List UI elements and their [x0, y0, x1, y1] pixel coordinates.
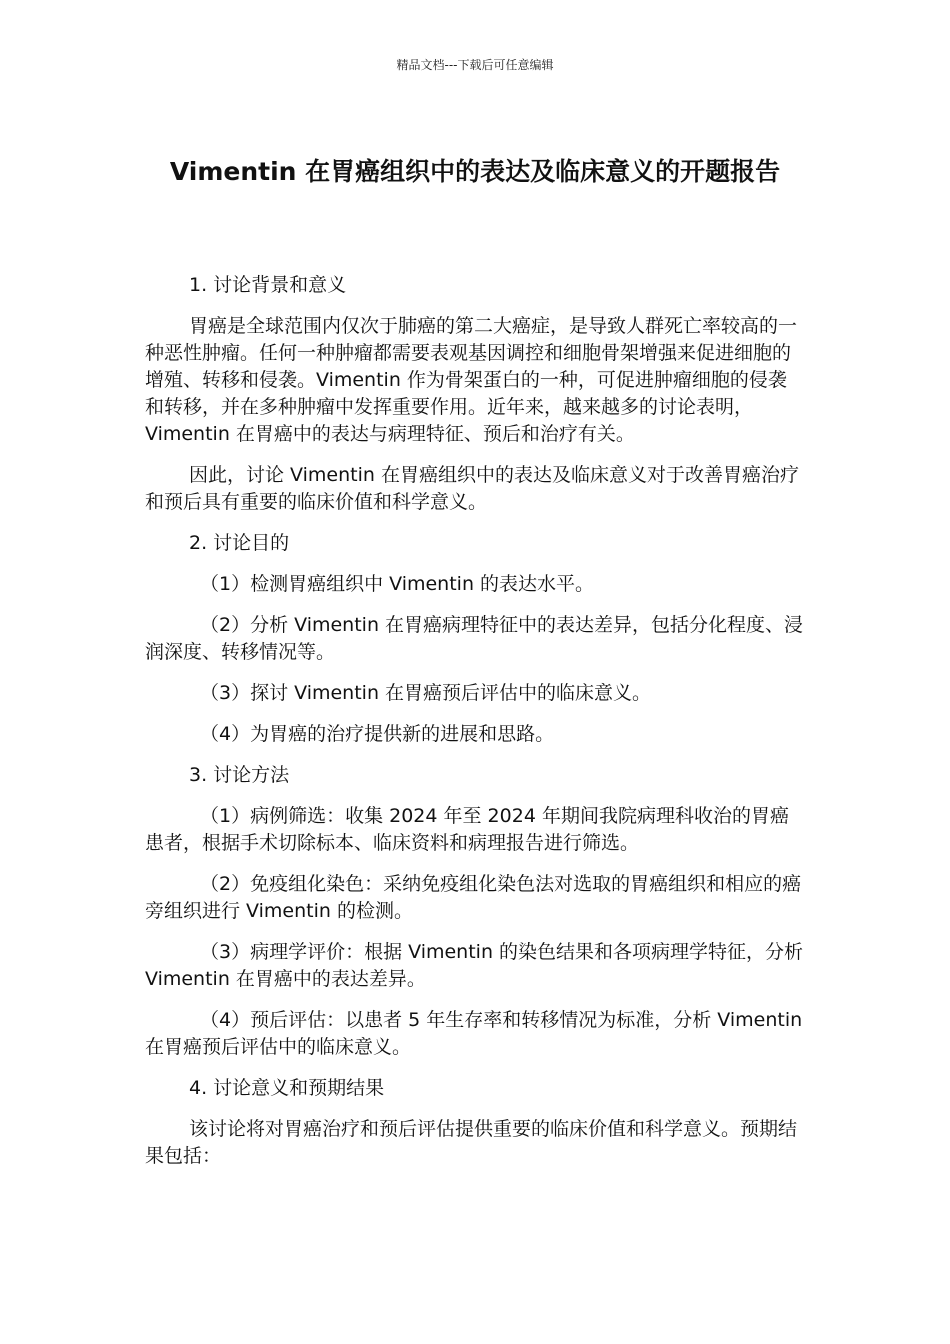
section-heading: 1. 讨论背景和意义 [189, 274, 347, 296]
page-header: 精品文档---下载后可任意编辑 [396, 58, 554, 72]
list-item: （3）探讨 Vimentin 在胃癌预后评估中的临床意义。 [200, 682, 652, 704]
paragraph: 该讨论将对胃癌治疗和预后评估提供重要的临床价值和科学意义。预期结果包括： [145, 1118, 798, 1167]
section-methods [145, 762, 805, 1061]
list-item: （4）为胃癌的治疗提供新的进展和思路。 [200, 723, 555, 745]
list-item: （4）预后评估：以患者 5 年生存率和转移情况为标准，分析 Vimentin 在胃癌预后评估中的临床意义。 [145, 1009, 803, 1058]
section-heading: 2. 讨论目的 [189, 532, 290, 554]
section-significance [145, 1075, 805, 1170]
document-title: Vimentin 在胃癌组织中的表达及临床意义的开题报告 [169, 156, 781, 186]
section-heading: 3. 讨论方法 [189, 764, 290, 786]
paragraph: 胃癌是全球范围内仅次于肺癌的第二大癌症，是导致人群死亡率较高的一种恶性肿瘤。任何一种肿瘤都需要表观基因调控和细胞骨架增强来促进细胞的增殖、转移和侵袭。Vimentin 作为骨架蛋白的一种，可促进肿瘤细胞的侵袭和转移，并在多种肿瘤中发挥重要作用。近年来，越来越多的讨论表明，Vimentin 在胃癌中的表达与病理特征、预后和治疗有关。 [145, 315, 798, 445]
list-item: （1）病例筛选：收集 2024 年至 2024 年期间我院病理科收治的胃癌患者，根据手术切除标本、临床资料和病理报告进行筛选。 [145, 805, 789, 854]
section-heading: 4. 讨论意义和预期结果 [189, 1077, 385, 1099]
paragraph: 因此，讨论 Vimentin 在胃癌组织中的表达及临床意义对于改善胃癌治疗和预后具有重要的临床价值和科学意义。 [145, 464, 799, 513]
document-body [145, 272, 805, 1184]
list-item: （3）病理学评价：根据 Vimentin 的染色结果和各项病理学特征，分析 Vimentin 在胃癌中的表达差异。 [145, 941, 804, 990]
section-objectives [145, 530, 805, 748]
list-item: （2）免疫组化染色：采纳免疫组化染色法对选取的胃癌组织和相应的癌旁组织进行 Vimentin 的检测。 [145, 873, 802, 922]
section-background [145, 272, 805, 516]
list-item: （1）检测胃癌组织中 Vimentin 的表达水平。 [200, 573, 595, 595]
list-item: （2）分析 Vimentin 在胃癌病理特征中的表达差异，包括分化程度、浸润深度、转移情况等。 [145, 614, 804, 663]
